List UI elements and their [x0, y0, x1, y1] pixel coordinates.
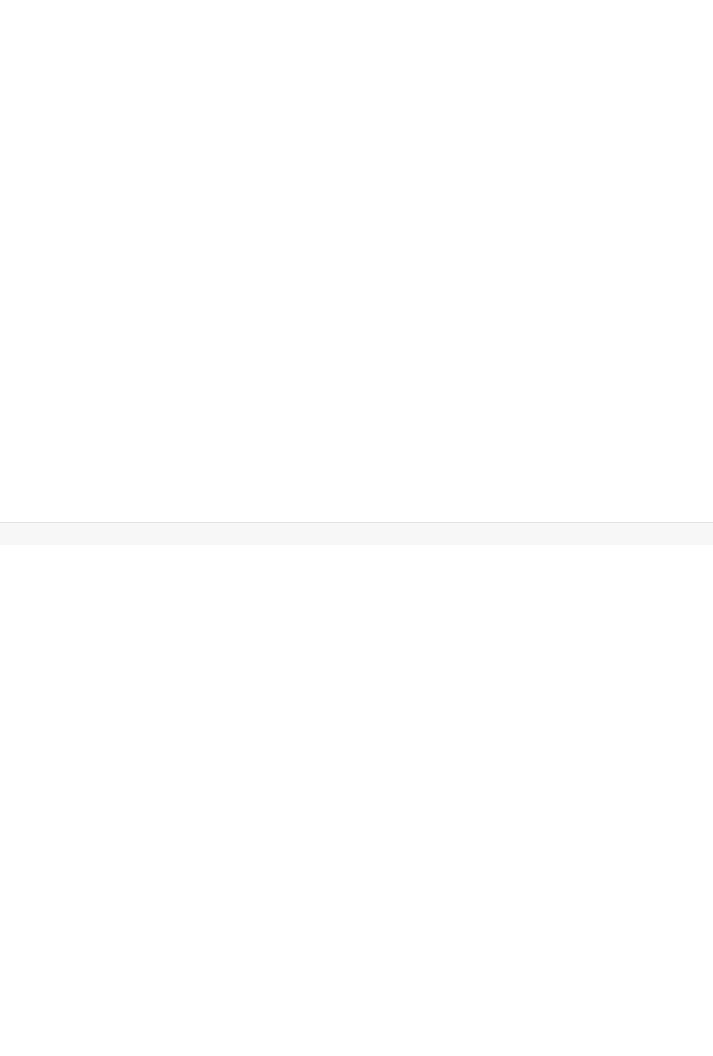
prediction-text-section	[0, 0, 713, 460]
result-bar	[0, 479, 713, 517]
prize-table	[0, 522, 713, 634]
history-list	[0, 637, 713, 1056]
prize-table-header	[0, 522, 713, 545]
numbers-row	[0, 460, 713, 478]
